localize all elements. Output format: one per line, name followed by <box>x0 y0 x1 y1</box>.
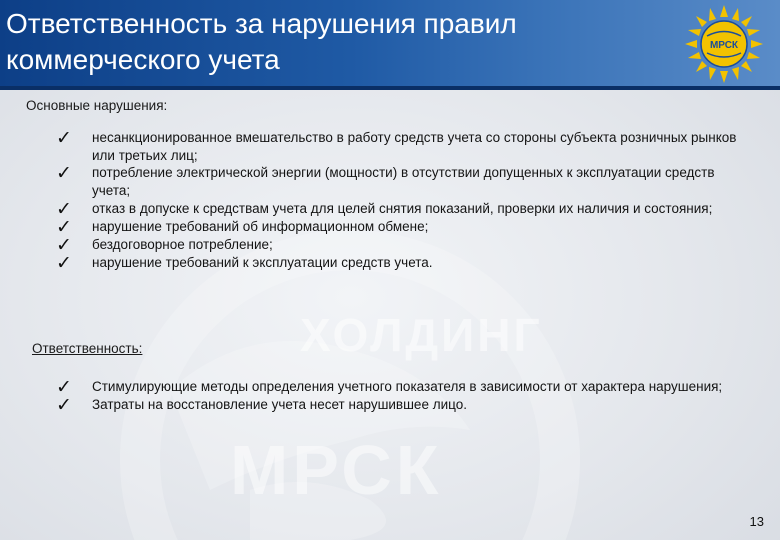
responsibility-list <box>56 378 746 414</box>
violations-list <box>56 129 746 272</box>
slide-title: Ответственность за нарушения правил коммерческого учета <box>6 8 517 75</box>
section-label-violations: Основные нарушения: <box>26 98 168 113</box>
title-banner-stripe <box>0 86 780 90</box>
watermark-text-mrsk: МРСК <box>230 431 443 509</box>
list-item <box>56 396 746 414</box>
checkmark-icon: ✓ <box>56 215 72 238</box>
list-item <box>56 164 746 199</box>
list-item-text: нарушение требований к эксплуатации средств учета. <box>92 254 433 270</box>
list-item <box>56 215 746 238</box>
list-item-text: нарушение требований об информационном обмене; <box>92 218 429 234</box>
checkmark-icon: ✓ <box>56 162 72 185</box>
list-item-text: несанкционированное вмешательство в работу средств учета со стороны субъекта розничных рынков или третьих лиц; <box>92 130 737 163</box>
list-item <box>56 197 746 220</box>
checkmark-icon: ✓ <box>56 233 72 256</box>
list-item-text: потребление электрической энергии (мощности) в отсутствии допущенных к эксплуатации средств учета; <box>92 165 715 199</box>
section-label-responsibility: Ответственность: <box>32 341 143 356</box>
checkmark-icon: ✓ <box>56 127 72 149</box>
list-item <box>56 251 746 274</box>
mrsk-logo-icon <box>683 3 765 85</box>
logo-text: МРСК <box>709 40 739 51</box>
list-item-text: Стимулирующие методы определения учетного показателя в зависимости от характера нарушения; <box>92 379 723 394</box>
list-item <box>56 233 746 256</box>
list-item <box>56 378 746 396</box>
checkmark-icon: ✓ <box>56 376 72 398</box>
checkmark-icon: ✓ <box>56 394 72 416</box>
list-item-text: бездоговорное потребление; <box>92 236 273 252</box>
checkmark-icon: ✓ <box>56 251 72 274</box>
watermark-text-holding: ХОЛДИНГ <box>300 309 543 361</box>
checkmark-icon: ✓ <box>56 197 72 220</box>
list-item-text: Затраты на восстановление учета несет нарушившее лицо. <box>92 397 467 412</box>
list-item <box>56 129 746 164</box>
list-item-text: отказ в допуске к средствам учета для целей снятия показаний, проверки их наличия и состояния; <box>92 200 713 216</box>
page-number: 13 <box>749 514 764 529</box>
